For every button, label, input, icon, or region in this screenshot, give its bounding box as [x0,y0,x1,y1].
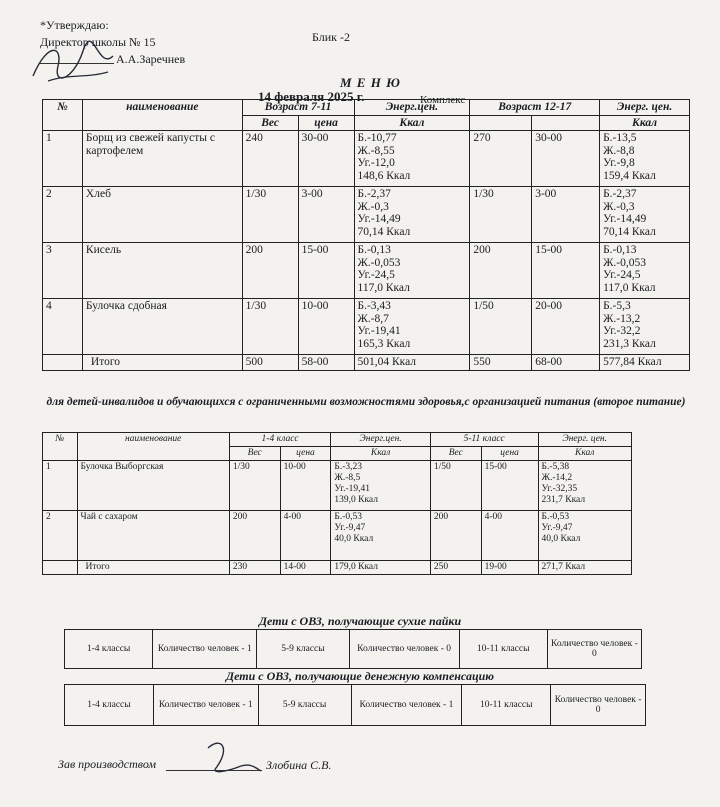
energy-line: 117,0 Ккал [603,281,656,294]
energy-line: 148,6 Ккал [357,169,411,182]
cash_comp-cell: 1-4 классы [65,685,154,725]
energy-line: Ж.-0,053 [603,256,646,269]
energy-group1 [354,299,470,355]
energy-group1 [354,187,470,243]
energy-line: 70,14 Ккал [603,225,656,238]
energy-group1 [331,511,431,561]
cash-comp-title: Дети с ОВЗ, получающие денежную компенсацию [225,669,495,683]
energy-line: 40,0 Ккал [541,534,581,544]
row-number: 1 [43,131,83,187]
energy-line: Ж.-13,2 [603,312,641,325]
approve-label: *Утверждаю: [40,18,109,32]
table-total-row [43,355,690,371]
footer-signature [196,738,266,778]
energy-line: Б.-3,23 [334,462,362,472]
energy-line: Б.-5,3 [603,300,631,312]
weight-group2: 200 [430,511,481,561]
section2-title: для детей-инвалидов и обучающихся с ограниченными возможностями здоровья,с организацией питания (второе питание) [46,396,686,408]
t2-col-kcal: Ккал [331,447,431,461]
weight-group2: 270 [470,131,532,187]
price-group2: 30-00 [532,131,600,187]
energy-line: Ж.-0,3 [603,200,635,213]
price-group2: 4-00 [481,511,538,561]
cash_comp-cell: 5-9 классы [259,685,352,725]
energy-line: Б.-0,53 [541,512,570,522]
blank-label: Блик -2 [312,30,350,44]
energy-group2 [600,299,690,355]
energy-line: Уг.-14,49 [603,213,647,225]
footer-name: Злобина С.В. [266,758,332,772]
t2-total-p1: 14-00 [280,561,331,575]
energy-line: Б.-13,5 [603,132,637,144]
t2-col-energy2: Энерг. цен. [538,433,632,447]
t2-col-kcal2: Ккал [538,447,632,461]
row-number: 2 [43,187,83,243]
t2-col-weight2: Вес [430,447,481,461]
energy-line: Уг.-14,49 [357,213,401,225]
col-no: № [43,100,83,131]
menu-date: 14 февраля 2025 г. [258,89,365,104]
t2-col-no: № [43,433,78,461]
energy-line: Б.-5,38 [541,462,570,472]
price-group1: 3-00 [298,187,354,243]
cash_comp-cell: Количество человек - 0 [554,695,642,715]
weight-group1: 1/30 [229,461,280,511]
price-group2: 20-00 [532,299,600,355]
energy-group2 [538,511,632,561]
menu-title: М Е Н Ю [340,75,401,90]
energy-line: Ж.-8,55 [357,144,395,157]
dry_rations-cell: Количество человек - 1 [153,630,257,668]
energy-line: Уг.-19,41 [357,325,401,337]
energy-line: Уг.-9,47 [334,523,366,533]
energy-line: Б.-2,37 [603,188,637,200]
total-label: Итого [82,355,242,371]
price-group1: 15-00 [298,243,354,299]
energy-group2 [600,243,690,299]
table-row [43,511,632,561]
energy-line: Б.-0,13 [357,244,391,256]
weight-group1: 1/30 [242,299,298,355]
weight-group1: 200 [242,243,298,299]
energy-line: Ж.-14,2 [541,473,573,483]
total-w2: 550 [470,355,532,371]
weight-group1: 200 [229,511,280,561]
weight-group2: 1/30 [470,187,532,243]
t2-col-g1: 1-4 класс [229,433,331,447]
cash_comp-cell: Количество человек - 1 [352,685,463,725]
col-kcal2: Ккал [600,115,690,131]
price-group1: 10-00 [280,461,331,511]
energy-group2 [600,187,690,243]
dish-name: Булочка Выборгская [77,461,229,511]
price-group1: 30-00 [298,131,354,187]
total-p2: 68-00 [532,355,600,371]
weight-group2: 1/50 [430,461,481,511]
table-row [43,243,690,299]
energy-line: Б.-2,37 [357,188,391,200]
weight-group1: 1/30 [242,187,298,243]
price-group2: 15-00 [481,461,538,511]
energy-line: 117,0 Ккал [357,281,410,294]
dish-name: Борщ из свежей капусты с картофелем [82,131,242,187]
t2-total-w1: 230 [229,561,280,575]
t2-total-e2: 271,7 Ккал [538,561,632,575]
col-name: наименование [82,100,242,131]
weight-group2: 200 [470,243,532,299]
complex-label: Комплекс [420,94,466,106]
table-row [43,299,690,355]
total-e1: 501,04 Ккал [354,355,470,371]
energy-line: Ж.-8,5 [334,473,361,483]
price-group1: 10-00 [298,299,354,355]
energy-line: 231,3 Ккал [603,337,656,350]
energy-line: Ж.-0,053 [357,256,401,269]
dish-name: Чай с сахаром [77,511,229,561]
energy-line: Б.-0,13 [603,244,637,256]
energy-line: 40,0 Ккал [334,534,374,544]
total-p1: 58-00 [298,355,354,371]
weight-group1: 240 [242,131,298,187]
energy-line: Ж.-8,8 [603,144,635,157]
energy-line: 165,3 Ккал [357,337,411,350]
energy-group1 [354,243,470,299]
t2-total-e1: 179,0 Ккал [331,561,431,575]
t2-col-price2: цена [481,447,538,461]
dry_rations-cell: 5-9 классы [257,630,349,668]
energy-line: Уг.-32,35 [541,484,578,494]
energy-line: Уг.-24,5 [357,269,395,281]
t2-col-energy: Энерг.цен. [331,433,431,447]
energy-line: Уг.-19,41 [334,484,370,494]
energy-group1 [354,131,470,187]
col-price: цена [298,115,354,131]
footer-role: Зав производством [58,757,157,771]
table-row [43,187,690,243]
energy-group2 [600,131,690,187]
energy-line: Уг.-9,47 [541,523,573,533]
energy-line: Ж.-8,7 [357,312,389,325]
col-energy: Энерг.цен. [354,100,470,116]
dry-rations-box [64,629,642,669]
energy-line: Б.-0,53 [334,512,362,522]
director-title: Директор школы № 15 [40,35,156,49]
t2-col-weight: Вес [229,447,280,461]
t2-total-label: Итого [77,561,229,575]
energy-group2 [538,461,632,511]
cash-comp-box [64,684,646,726]
dry_rations-cell: 1-4 классы [65,630,153,668]
energy-group1 [331,461,431,511]
director-name: А.А.Заречнев [116,52,186,66]
dry_rations-cell: Количество человек - 0 [350,630,460,668]
table-header-row [43,100,690,116]
energy-line: Уг.-24,5 [603,269,641,281]
col-age2: Возраст 12-17 [470,100,600,116]
col-weight: Вес [242,115,298,131]
energy-line: Ж.-0,3 [357,200,389,213]
price-group1: 4-00 [280,511,331,561]
t2-total-w2: 250 [430,561,481,575]
energy-line: Б.-3,43 [357,300,391,312]
energy-line: Б.-10,77 [357,132,397,144]
total-w1: 500 [242,355,298,371]
dish-name: Булочка сдобная [82,299,242,355]
energy-line: 159,4 Ккал [603,169,656,182]
t2-col-price: цена [280,447,331,461]
col-kcal: Ккал [354,115,470,131]
dish-name: Кисель [82,243,242,299]
energy-line: Уг.-32,2 [603,325,641,337]
row-number: 2 [43,511,78,561]
table2-header-row [43,433,632,447]
table2-total-row [43,561,632,575]
dry-rations-title: Дети с ОВЗ, получающие сухие пайки [258,614,462,628]
col-energy2: Энерг. цен. [600,100,690,116]
cash_comp-cell: Количество человек - 1 [154,685,259,725]
row-number: 3 [43,243,83,299]
t2-col-g2: 5-11 класс [430,433,538,447]
dry_rations-cell: 10-11 классы [460,630,548,668]
energy-line: 139,0 Ккал [334,495,378,505]
cash_comp-cell: 10-11 классы [462,685,551,725]
energy-line: Уг.-12,0 [357,157,395,169]
energy-line: 70,14 Ккал [357,225,411,238]
col-age1: Возраст 7-11 [242,100,354,116]
row-number: 1 [43,461,78,511]
energy-line: Уг.-9,8 [603,157,635,169]
second-meal-table [42,432,632,575]
total-e2: 577,84 Ккал [600,355,690,371]
dry_rations-cell: Количество человек - 0 [551,639,638,659]
table-row [43,461,632,511]
price-group2: 15-00 [532,243,600,299]
energy-line: 231,7 Ккал [541,495,586,505]
table-row [43,131,690,187]
price-group2: 3-00 [532,187,600,243]
director-signature [28,36,118,86]
t2-total-p2: 19-00 [481,561,538,575]
dish-name: Хлеб [82,187,242,243]
t2-col-name: наименование [77,433,229,461]
row-number: 4 [43,299,83,355]
weight-group2: 1/50 [470,299,532,355]
menu-table [42,99,690,371]
